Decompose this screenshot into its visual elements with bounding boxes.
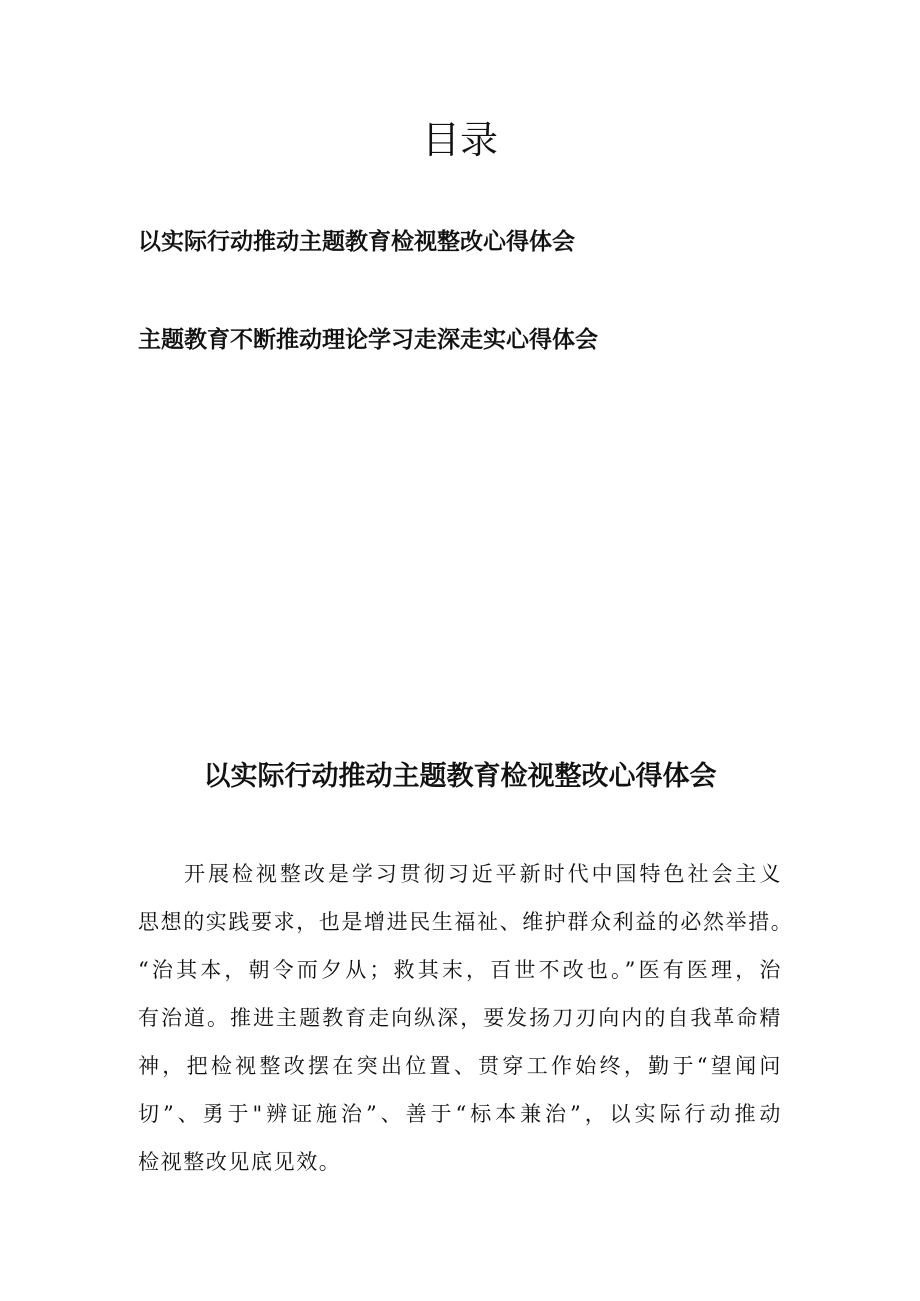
paragraph-line-1: 开展检视整改是学习贯彻习近平新时代中国特色社会主义 (184, 862, 782, 886)
toc-title: 目录 (421, 118, 498, 162)
article-title: 以实际行动推动主题教育检视整改心得体会 (203, 761, 717, 792)
toc-list (138, 222, 598, 360)
toc-item-2[interactable]: 主题教育不断推动理论学习走深走实心得体会 (138, 327, 598, 353)
paragraph-line-4: 有治道。推进主题教育走向纵深，要发扬刀刃向内的自我革命精 (138, 1006, 782, 1030)
paragraph-line-6: 切”、勇于"辨证施治”、善于“标本兼治”，以实际行动推动 (138, 1102, 782, 1126)
toc-item-1[interactable]: 以实际行动推动主题教育检视整改心得体会 (138, 229, 575, 255)
paragraph-line-5: 神，把检视整改摆在突出位置、贯穿工作始终，勤于“望闻问 (138, 1054, 782, 1078)
paragraph-line-3: “治其本，朝令而夕从；救其末，百世不改也。”医有医理，治 (138, 958, 782, 982)
paragraph-line-2: 思想的实践要求，也是增进民生福祉、维护群众利益的必然举措。 (138, 910, 794, 934)
paragraph-line-7: 检视整改见底见效。 (138, 1150, 342, 1174)
article-body (138, 850, 794, 1186)
